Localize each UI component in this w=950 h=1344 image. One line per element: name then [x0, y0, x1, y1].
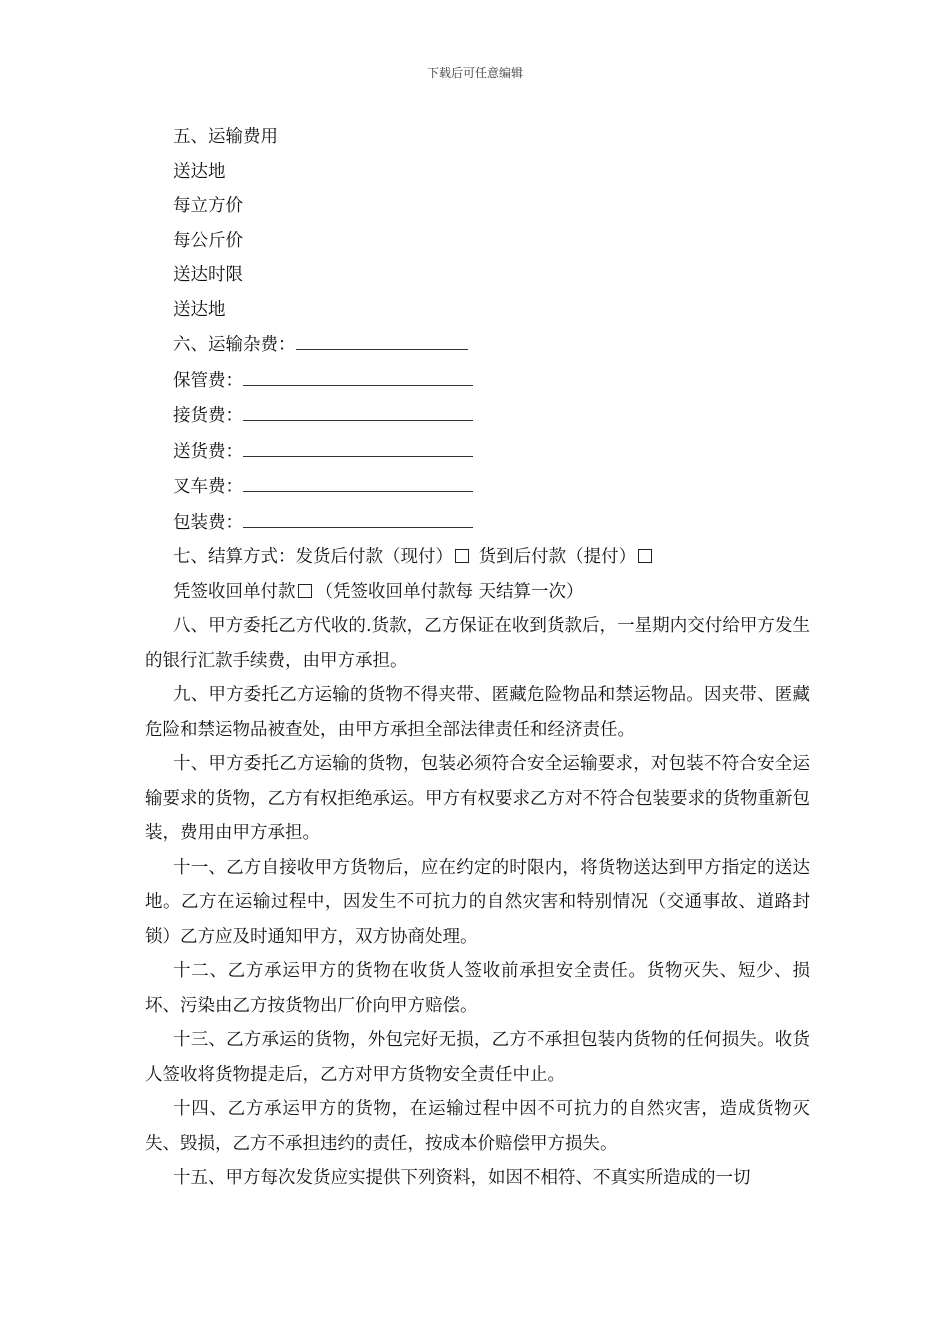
misc-fee-item	[145, 398, 810, 434]
clause-10: 十、甲方委托乙方运输的货物，包装必须符合安全运输要求，对包装不符合安全运输要求的货物，乙方有权拒绝承运。甲方有权要求乙方对不符合包装要求的货物重新包装，费用由甲方承担。	[145, 754, 810, 843]
misc-fees-row	[145, 327, 810, 363]
misc-fee-label: 保管费：	[173, 370, 243, 391]
clause-15: 十五、甲方每次发货应实提供下列资料，如因不相符、不真实所造成的一切	[173, 1168, 751, 1188]
settlement-row	[145, 540, 810, 575]
fee-row: 送达时限	[173, 265, 243, 285]
fill-in-blank[interactable]	[243, 469, 473, 492]
misc-fees-label: 六、运输杂费：	[173, 335, 296, 355]
misc-fee-item	[145, 469, 810, 505]
misc-fee-label: 叉车费：	[173, 477, 243, 497]
fill-in-blank[interactable]	[243, 363, 473, 386]
settlement-row-receipt	[145, 575, 810, 610]
misc-fee-item	[145, 505, 810, 541]
clause-9: 九、甲方委托乙方运输的货物不得夹带、匿藏危险物品和禁运物品。因夹带、匿藏危险和禁运物品被查处，由甲方承担全部法律责任和经济责任。	[145, 685, 810, 740]
fee-row: 每立方价	[173, 196, 243, 216]
settlement-option-receipt-label: 凭签收回单付款	[173, 581, 296, 602]
clause-8: 八、甲方委托乙方代收的.货款，乙方保证在收到货款后，一星期内交付给甲方发生的银行汇款手续费，由甲方承担。	[145, 616, 810, 671]
misc-fee-item	[145, 363, 810, 399]
section-heading-fees: 五、运输费用	[173, 127, 278, 147]
settlement-label: 七、结算方式：	[173, 547, 296, 567]
clause-13: 十三、乙方承运的货物，外包完好无损，乙方不承担包装内货物的任何损失。收货人签收将货物提走后，乙方对甲方货物安全责任中止。	[145, 1030, 810, 1085]
clause-12: 十二、乙方承运甲方的货物在收货人签收前承担安全责任。货物灭失、短少、损坏、污染由乙方按货物出厂价向甲方赔偿。	[145, 961, 810, 1016]
misc-fee-label: 接货费：	[173, 406, 243, 426]
settlement-receipt-note: （凭签收回单付款每 天结算一次）	[315, 581, 584, 602]
fee-row: 每公斤价	[173, 230, 243, 251]
checkbox-collect[interactable]	[638, 549, 652, 563]
clause-11: 十一、乙方自接收甲方货物后，应在约定的时限内，将货物送达到甲方指定的送达地。乙方在运输过程中，因发生不可抗力的自然灾害和特别情况（交通事故、道路封锁）乙方应及时通知甲方，双方协商处理。	[145, 857, 810, 947]
fill-in-blank[interactable]	[243, 434, 473, 457]
clause-14: 十四、乙方承运甲方的货物，在运输过程中因不可抗力的自然灾害，造成货物灭失、毁损，乙方不承担违约的责任，按成本价赔偿甲方损失。	[145, 1099, 810, 1154]
misc-fee-label: 送货费：	[173, 441, 243, 462]
fill-in-blank[interactable]	[243, 398, 473, 421]
settlement-option-collect-label: 货到后付款（提付）	[478, 547, 637, 567]
fee-row: 送达地	[173, 299, 226, 320]
fee-row: 送达地	[173, 161, 226, 182]
document-body	[145, 120, 810, 1196]
page-header: 下载后可任意编辑	[426, 66, 523, 80]
checkbox-prepaid[interactable]	[455, 549, 469, 563]
fill-in-blank[interactable]	[243, 505, 473, 528]
misc-fees-blank[interactable]	[296, 327, 468, 350]
checkbox-receipt[interactable]	[298, 584, 312, 598]
misc-fee-item	[145, 434, 810, 470]
settlement-option-prepaid-label: 发货后付款（现付）	[295, 547, 453, 567]
misc-fee-label: 包装费：	[173, 512, 243, 533]
